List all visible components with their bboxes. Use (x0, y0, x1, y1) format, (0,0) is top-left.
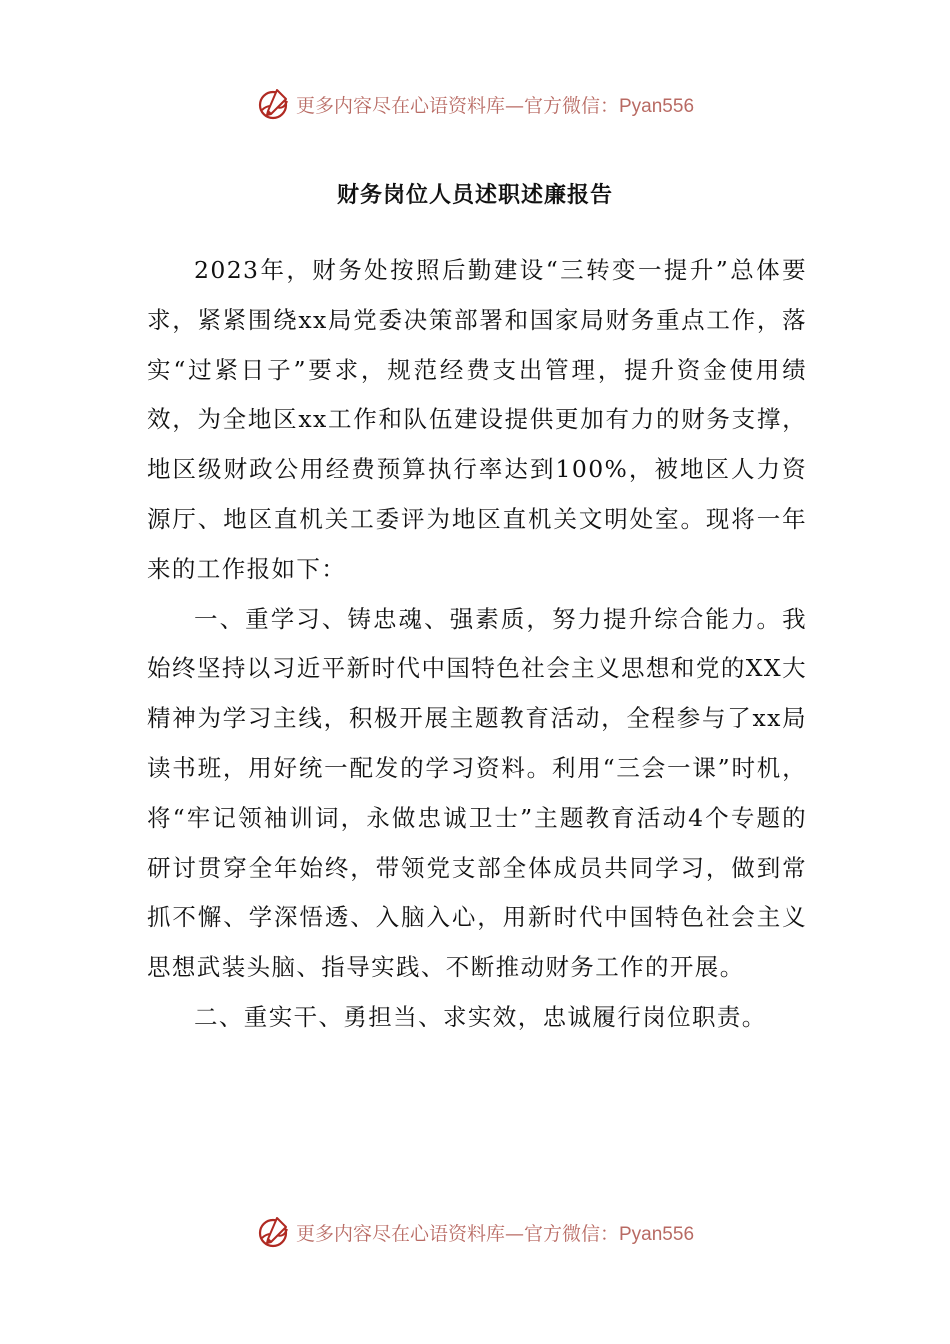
document-body (147, 246, 807, 1043)
paragraph-section-two: 二、重实干、勇担当、求实效，忠诚履行岗位职责。 (194, 1002, 767, 1031)
watermark-text: 更多内容尽在心语资料库— (295, 94, 524, 117)
watermark-text: 更多内容尽在心语资料库— (295, 1222, 524, 1245)
pen-circle-logo-icon (256, 86, 292, 122)
footer-watermark (0, 1212, 950, 1252)
watermark-wechat: 官方微信：Pyan556 (524, 1223, 695, 1245)
document-title: 财务岗位人员述职述廉报告 (336, 183, 613, 208)
pen-circle-logo-icon (256, 1214, 292, 1250)
paragraph-intro: 2023年，财务处按照后勤建设“三转变一提升”总体要求，紧紧围绕xx局党委决策部署和国家局财务重点工作，落实“过紧日子”要求，规范经费支出管理，提升资金使用绩效，为全地区xx工作和队伍建设提供更加有力的财务支撑，地区级财政公用经费预算执行率达到100%，被地区人力资源厅、地区直机关工委评为地区直机关文明处室。现将一年来的工作报如下： (147, 256, 807, 583)
watermark-wechat: 官方微信：Pyan556 (524, 95, 695, 117)
paragraph-section-one: 一、重学习、铸忠魂、强素质，努力提升综合能力。我始终坚持以习近平新时代中国特色社会主义思想和党的XX大精神为学习主线，积极开展主题教育活动，全程参与了xx局读书班，用好统一配发的学习资料。利用“三会一课”时机，将“牢记领袖训词，永做忠诚卫士”主题教育活动4个专题的研讨贯穿全年始终，带领党支部全体成员共同学习，做到常抓不懈、学深悟透、入脑入心，用新时代中国特色社会主义思想武装头脑、指导实践、不断推动财务工作的开展。 (147, 604, 807, 982)
header-watermark (0, 84, 950, 124)
